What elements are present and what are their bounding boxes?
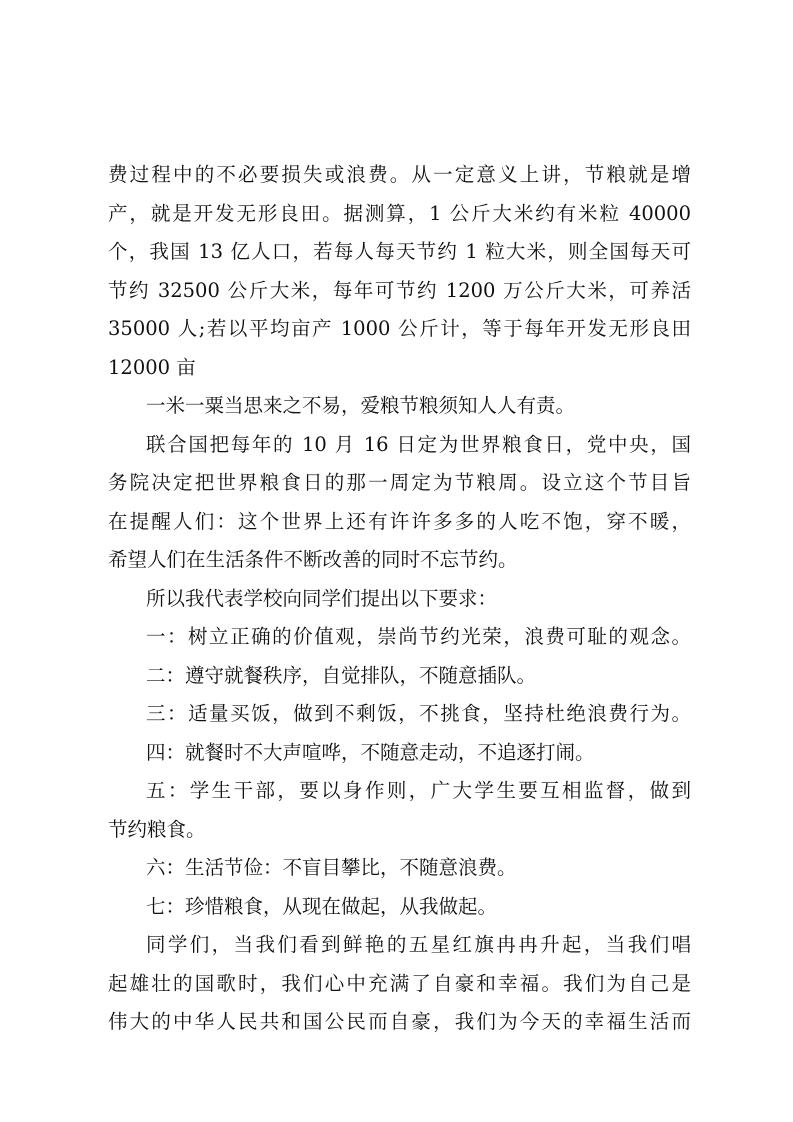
text-line: 起雄壮的国歌时，我们心中充满了自豪和幸福。我们为自己是 — [108, 971, 691, 995]
list-item: 七：珍惜粮食，从现在做起，从我做起。 — [146, 894, 498, 918]
text-line: 个，我国 13 亿人口，若每人每天节约 1 粒大米，则全国每天可 — [108, 240, 691, 263]
text-line: 伟大的中华人民共和国公民而自豪，我们为今天的幸福生活而 — [108, 1010, 691, 1033]
list-item: 二：遵守就餐秩序，自觉排队，不随意插队。 — [146, 663, 537, 687]
list-item: 一：树立正确的价值观，崇尚节约光荣，浪费可耻的观念。 — [146, 625, 691, 648]
text-line: 费过程中的不必要损失或浪费。从一定意义上讲，节粮就是增 — [108, 163, 691, 186]
document-body — [108, 156, 691, 1042]
text-line: 所以我代表学校向同学们提出以下要求： — [146, 586, 498, 610]
text-line: 同学们，当我们看到鲜艳的五星红旗冉冉升起，当我们唱 — [146, 933, 691, 956]
list-item: 四：就餐时不大声喧哗，不随意走动，不追逐打闹。 — [146, 740, 595, 764]
text-line: 务院决定把世界粮食日的那一周定为节粮周。设立这个节目旨 — [108, 471, 691, 494]
list-item: 三：适量买饭，做到不剩饭，不挑食，坚持杜绝浪费行为。 — [146, 702, 691, 725]
list-item: 六：生活节俭：不盲目攀比，不随意浪费。 — [146, 856, 517, 879]
text-line: 12000 亩 — [108, 355, 196, 379]
text-line: 希望人们在生活条件不断改善的同时不忘节约。 — [108, 548, 518, 571]
list-item: 五：学生干部，要以身作则，广大学生要互相监督，做到 — [146, 779, 691, 802]
text-line: 一米一粟当思来之不易，爱粮节粮须知人人有责。 — [146, 394, 576, 417]
text-line: 节约 32500 公斤大米，每年可节约 1200 万公斤大米，可养活 — [108, 278, 691, 302]
text-line: 在提醒人们：这个世界上还有许许多多的人吃不饱，穿不暖， — [108, 509, 691, 533]
text-line: 联合国把每年的 10 月 16 日定为世界粮食日，党中央，国 — [146, 432, 691, 456]
text-line: 节约粮食。 — [108, 817, 206, 841]
text-line: 产，就是开发无形良田。据测算，1 公斤大米约有米粒 40000 — [108, 201, 691, 225]
text-line: 35000 人;若以平均亩产 1000 公斤计，等于每年开发无形良田 — [108, 317, 691, 340]
